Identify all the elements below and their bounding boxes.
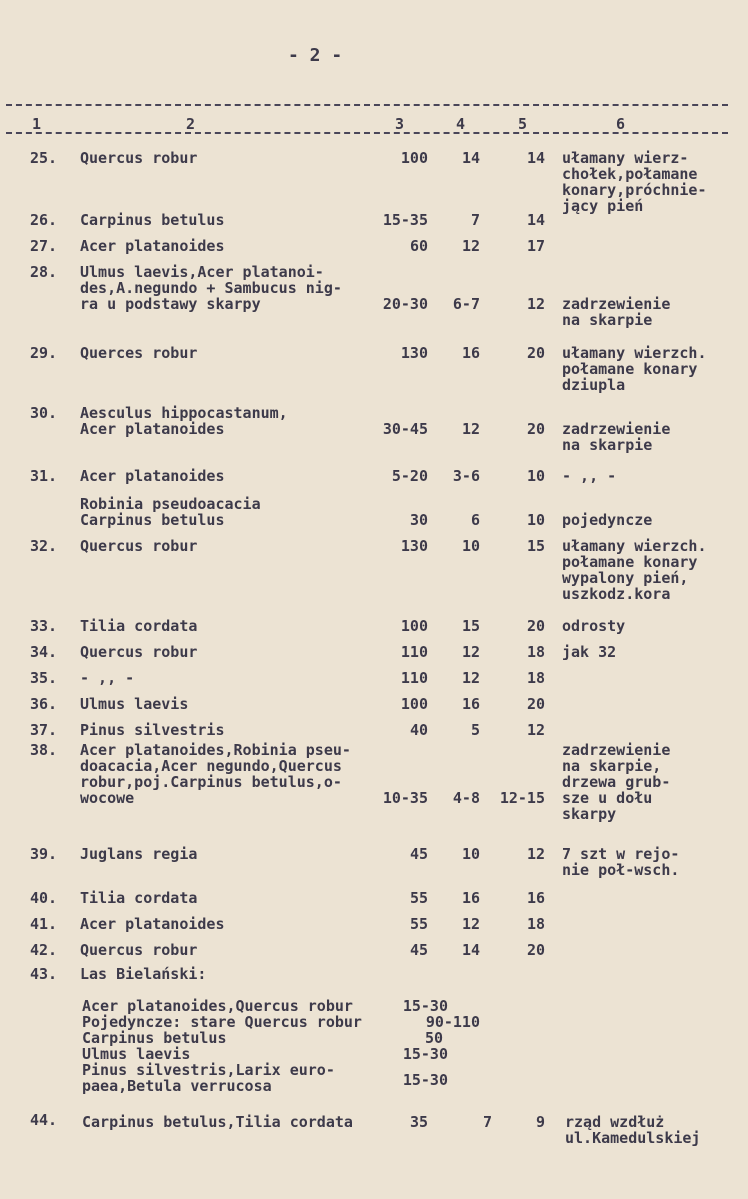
header-col-2: 2 — [186, 115, 196, 133]
value-col-4: 10 — [461, 537, 480, 555]
species-text: ra u podstawy skarpy — [80, 295, 261, 313]
value-col-3: 55 — [409, 889, 428, 907]
remarks-text: drzewa grub- — [562, 773, 671, 791]
header-col-5: 5 — [518, 115, 528, 133]
value-col-4: 16 — [461, 695, 480, 713]
value-col-4: 12 — [461, 915, 480, 933]
value-col-3: 45 — [409, 941, 428, 959]
species-text: Tilia cordata — [80, 617, 198, 635]
value-col-5: 14 — [526, 149, 545, 167]
remarks-text: jak 32 — [562, 643, 617, 661]
species-text: Acer platanoides — [80, 237, 225, 255]
species-text: Ulmus laevis,Acer platanoi- — [80, 263, 324, 281]
species-text: Las Bielański: — [80, 965, 207, 983]
value-col-3: 35 — [409, 1113, 428, 1131]
row-number: 27. — [30, 237, 58, 255]
bielanski-value: 50 — [424, 1029, 443, 1047]
value-col-4: 12 — [461, 420, 480, 438]
value-col-3: 100 — [400, 617, 428, 635]
value-col-5: 20 — [526, 344, 545, 362]
bielanski-species: paea,Betula verrucosa — [82, 1077, 272, 1095]
remarks-text: ułamany wierz- — [562, 149, 689, 167]
bielanski-species: Carpinus betulus — [82, 1029, 227, 1047]
bielanski-value: 15-30 — [402, 997, 448, 1015]
value-col-3: 30-45 — [382, 420, 428, 438]
value-col-5: 10 — [526, 467, 545, 485]
value-col-3: 45 — [409, 845, 428, 863]
value-col-5: 20 — [526, 420, 545, 438]
value-col-3: 110 — [400, 669, 428, 687]
bielanski-species: Acer platanoides,Quercus robur — [82, 997, 353, 1015]
value-col-5: 20 — [526, 617, 545, 635]
row-number: 36. — [30, 695, 58, 713]
row-number: 25. — [30, 149, 58, 167]
remarks-text: sze u dołu — [562, 789, 653, 807]
remarks-text: na skarpie, — [562, 757, 662, 775]
row-number: 31. — [30, 467, 58, 485]
value-col-4: 15 — [461, 617, 480, 635]
species-text: Robinia pseudoacacia — [80, 495, 261, 513]
row-number: 41. — [30, 915, 58, 933]
value-col-4: 7 — [482, 1113, 492, 1131]
value-col-3: 130 — [400, 537, 428, 555]
species-text: Carpinus betulus — [80, 511, 225, 529]
row-number: 28. — [30, 263, 58, 281]
species-text: Ulmus laevis — [80, 695, 189, 713]
species-text: Carpinus betulus,Tilia cordata — [82, 1113, 353, 1131]
row-number: 44. — [30, 1111, 58, 1129]
value-col-3: 130 — [400, 344, 428, 362]
remarks-text: połamane konary — [562, 553, 698, 571]
species-text: Tilia cordata — [80, 889, 198, 907]
value-col-3: 15-35 — [382, 211, 428, 229]
value-col-3: 20-30 — [382, 295, 428, 313]
value-col-5: 20 — [526, 941, 545, 959]
value-col-5: 14 — [526, 211, 545, 229]
remarks-text: skarpy — [562, 805, 617, 823]
row-number: 38. — [30, 741, 58, 759]
species-text: Quercus robur — [80, 537, 198, 555]
row-number: 43. — [30, 965, 58, 983]
value-col-5: 16 — [526, 889, 545, 907]
remarks-text: ułamany wierzch. — [562, 537, 707, 555]
value-col-4: 5 — [470, 721, 480, 739]
value-col-3: 110 — [400, 643, 428, 661]
value-col-4: 12 — [461, 669, 480, 687]
remarks-text: konary,próchnie- — [562, 181, 707, 199]
header-col-1: 1 — [32, 115, 42, 133]
remarks-text: połamane konary — [562, 360, 698, 378]
value-col-5: 12 — [526, 295, 545, 313]
remarks-text: jący pień — [562, 197, 644, 215]
header-top-rule — [6, 104, 728, 106]
species-text: Pinus silvestris — [80, 721, 225, 739]
bielanski-value: 15-30 — [402, 1045, 448, 1063]
species-text: Quercus robur — [80, 941, 198, 959]
species-text: Quercus robur — [80, 643, 198, 661]
remarks-text: 7 szt w rejo- — [562, 845, 680, 863]
value-col-5: 10 — [526, 511, 545, 529]
species-text: Acer platanoides — [80, 915, 225, 933]
row-number: 34. — [30, 643, 58, 661]
species-text: Juglans regia — [80, 845, 198, 863]
value-col-3: 30 — [409, 511, 428, 529]
remarks-text: ul.Kamedulskiej — [565, 1129, 701, 1147]
bielanski-species: Ulmus laevis — [82, 1045, 191, 1063]
remarks-text: chołek,połamane — [562, 165, 698, 183]
header-col-4: 4 — [456, 115, 466, 133]
value-col-5: 9 — [535, 1113, 545, 1131]
remarks-text: zadrzewienie — [562, 295, 671, 313]
value-col-5: 20 — [526, 695, 545, 713]
species-text: Acer platanoides,Robinia pseu- — [80, 741, 351, 759]
row-number: 30. — [30, 404, 58, 422]
species-text: Acer platanoides — [80, 420, 225, 438]
value-col-5: 18 — [526, 643, 545, 661]
species-text: doacacia,Acer negundo,Quercus — [80, 757, 342, 775]
remarks-text: rząd wzdłuż — [565, 1113, 665, 1131]
remarks-text: zadrzewienie — [562, 741, 671, 759]
bielanski-value: 15-30 — [402, 1071, 448, 1089]
row-number: 37. — [30, 721, 58, 739]
value-col-4: 6-7 — [452, 295, 480, 313]
species-text: wocowe — [80, 789, 135, 807]
remarks-text: zadrzewienie — [562, 420, 671, 438]
species-text: Querces robur — [80, 344, 198, 362]
row-number: 29. — [30, 344, 58, 362]
value-col-3: 100 — [400, 149, 428, 167]
remarks-text: dziupla — [562, 376, 626, 394]
bielanski-species: Pojedyncze: stare Quercus robur — [82, 1013, 362, 1031]
species-text: Acer platanoides — [80, 467, 225, 485]
bielanski-value: 90-110 — [425, 1013, 480, 1031]
value-col-4: 14 — [461, 941, 480, 959]
row-number: 33. — [30, 617, 58, 635]
header-col-3: 3 — [395, 115, 405, 133]
remarks-text: uszkodz.kora — [562, 585, 671, 603]
page-number: - 2 - — [288, 45, 343, 66]
species-text: - ,, - — [80, 669, 135, 687]
species-text: Carpinus betulus — [80, 211, 225, 229]
value-col-5: 12 — [526, 721, 545, 739]
value-col-5: 18 — [526, 669, 545, 687]
value-col-4: 12 — [461, 643, 480, 661]
value-col-5: 18 — [526, 915, 545, 933]
value-col-3: 55 — [409, 915, 428, 933]
value-col-3: 60 — [409, 237, 428, 255]
value-col-4: 7 — [470, 211, 480, 229]
value-col-5: 12 — [526, 845, 545, 863]
remarks-text: wypalony pień, — [562, 569, 689, 587]
value-col-4: 10 — [461, 845, 480, 863]
species-text: robur,poj.Carpinus betulus,o- — [80, 773, 342, 791]
species-text: des,A.negundo + Sambucus nig- — [80, 279, 342, 297]
row-number: 42. — [30, 941, 58, 959]
value-col-3: 10-35 — [382, 789, 428, 807]
remarks-text: na skarpie — [562, 311, 653, 329]
value-col-3: 100 — [400, 695, 428, 713]
header-bottom-rule — [6, 132, 728, 134]
value-col-4: 3-6 — [452, 467, 480, 485]
remarks-text: na skarpie — [562, 436, 653, 454]
species-text: Quercus robur — [80, 149, 198, 167]
value-col-5: 15 — [526, 537, 545, 555]
remarks-text: - ,, - — [562, 467, 617, 485]
row-number: 35. — [30, 669, 58, 687]
header-col-6: 6 — [616, 115, 626, 133]
row-number: 40. — [30, 889, 58, 907]
value-col-4: 16 — [461, 889, 480, 907]
value-col-5: 17 — [526, 237, 545, 255]
value-col-3: 5-20 — [391, 467, 428, 485]
row-number: 26. — [30, 211, 58, 229]
row-number: 32. — [30, 537, 58, 555]
value-col-4: 16 — [461, 344, 480, 362]
value-col-4: 12 — [461, 237, 480, 255]
remarks-text: ułamany wierzch. — [562, 344, 707, 362]
species-text: Aesculus hippocastanum, — [80, 404, 288, 422]
remarks-text: nie poł-wsch. — [562, 861, 680, 879]
remarks-text: pojedyncze — [562, 511, 653, 529]
value-col-5: 12-15 — [499, 789, 545, 807]
bielanski-species: Pinus silvestris,Larix euro- — [82, 1061, 335, 1079]
value-col-3: 40 — [409, 721, 428, 739]
value-col-4: 6 — [470, 511, 480, 529]
remarks-text: odrosty — [562, 617, 626, 635]
row-number: 39. — [30, 845, 58, 863]
value-col-4: 4-8 — [452, 789, 480, 807]
value-col-4: 14 — [461, 149, 480, 167]
